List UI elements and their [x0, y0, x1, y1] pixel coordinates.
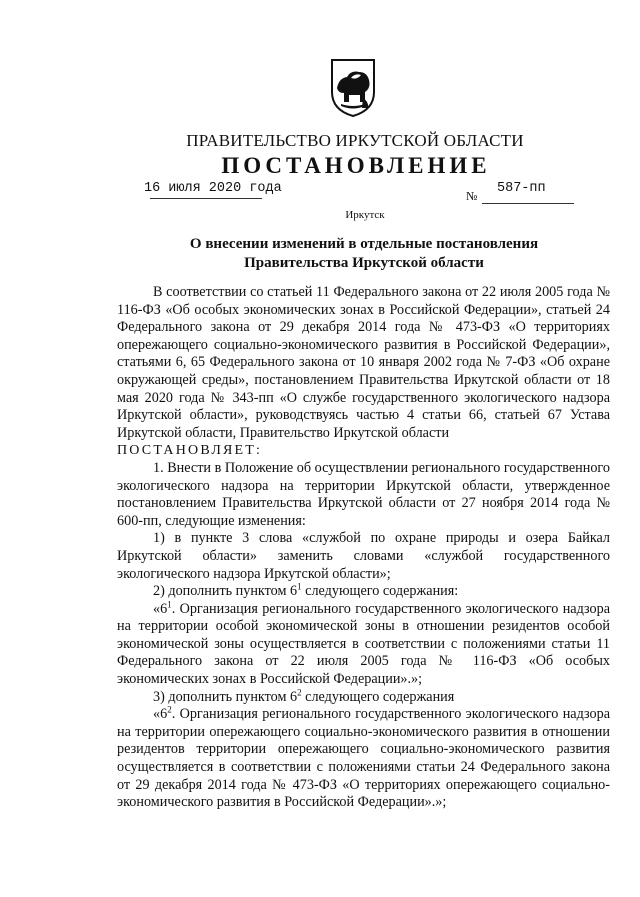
subitem-3-paragraph: [117, 686, 610, 707]
subitem-3-sup: 2: [297, 686, 302, 697]
title-line-2: Правительства Иркутской области: [244, 255, 484, 271]
subitem-2-paragraph: [117, 583, 610, 601]
quote-2-paragraph: [117, 706, 610, 812]
date-underline: [150, 198, 262, 199]
quote-2-start: «6: [153, 706, 168, 723]
document-title: [0, 235, 640, 273]
quote-2-text: . Организация регионального государственного экологического надзора на территории опережающего социально-экономического развития в отношении резидентов территории опережающего социально-экономического развития осуществляется в соответствии с положениями статьи 24 Федерального закона от 29 декабря 2014 года № 473-ФЗ «О территориях опережающего социально-экономического развития в Российской Федерации».»;: [117, 706, 610, 811]
subitem-3-text: 3) дополнить пунктом 6: [153, 688, 298, 705]
document-type: ПОСТАНОВЛЕНИЕ: [221, 153, 491, 178]
subitem-3-tail: следующего содержания: [301, 688, 455, 705]
quote-1-sup: 1: [167, 598, 172, 609]
number-underline: [482, 203, 574, 204]
document-body: [117, 284, 610, 812]
organization-name: ПРАВИТЕЛЬСТВО ИРКУТСКОЙ ОБЛАСТИ: [186, 131, 524, 150]
subitem-2-text: 2) дополнить пунктом 6: [153, 583, 298, 600]
subitem-2-tail: следующего содержания:: [301, 583, 459, 600]
coat-of-arms-icon: [329, 58, 377, 118]
number-sign: №: [466, 189, 478, 203]
preamble-paragraph: В соответствии со статьей 11 Федерального закона от 22 июля 2005 года № 116-ФЗ «Об особых экономических зонах в Российской Федерации», статьей 24 Федерального закона от 29 декабря 2014 года № 473-ФЗ «О территориях опережающего социально-экономического развития в Российской Федерации», статьями 6, 65 Федерального закона от 10 января 2002 года № 7-ФЗ «Об охране окружающей среды», постановлением Правительства Иркутской области от 18 мая 2020 года № 343-пп «О службе государственного экологического надзора Иркутской области», руководствуясь частью 4 статьи 66, статьей 67 Устава Иркутской области, Правительство Иркутской области: [117, 284, 610, 441]
item-1-paragraph: 1. Внести в Положение об осуществлении регионального государственного экологического надзора на территории Иркутской области, утвержденное постановлением Правительства Иркутской области от 27 ноября 2014 года № 600-пп, следующие изменения:: [117, 459, 610, 529]
subitem-2-sup: 1: [297, 581, 302, 592]
quote-1-paragraph: [117, 598, 610, 689]
subitem-1-paragraph: 1) в пункте 3 слова «службой по охране природы и озера Байкал Иркутской области» заменить словами «службой государственного экологического надзора Иркутской области»;: [117, 530, 610, 582]
quote-1-text: . Организация регионального государственного экологического надзора на территории особой экономической зоны в отношении резидентов особой экономической зоны осуществляется в соответствии с положениями статьи 11 Федерального закона от 22 июля 2005 года № 116-ФЗ «Об особых экономических зонах в Российской Федерации».»;: [117, 600, 610, 688]
quote-1-start: «6: [153, 600, 168, 617]
resolves-heading: ПОСТАНОВЛЯЕТ:: [117, 443, 263, 459]
document-number: 587-пп: [497, 181, 546, 196]
quote-2-sup: 2: [167, 704, 172, 715]
document-date: 16 июля 2020 года: [144, 181, 282, 196]
city: Иркутск: [345, 209, 385, 221]
title-line-1: О внесении изменений в отдельные постановления: [189, 236, 539, 252]
